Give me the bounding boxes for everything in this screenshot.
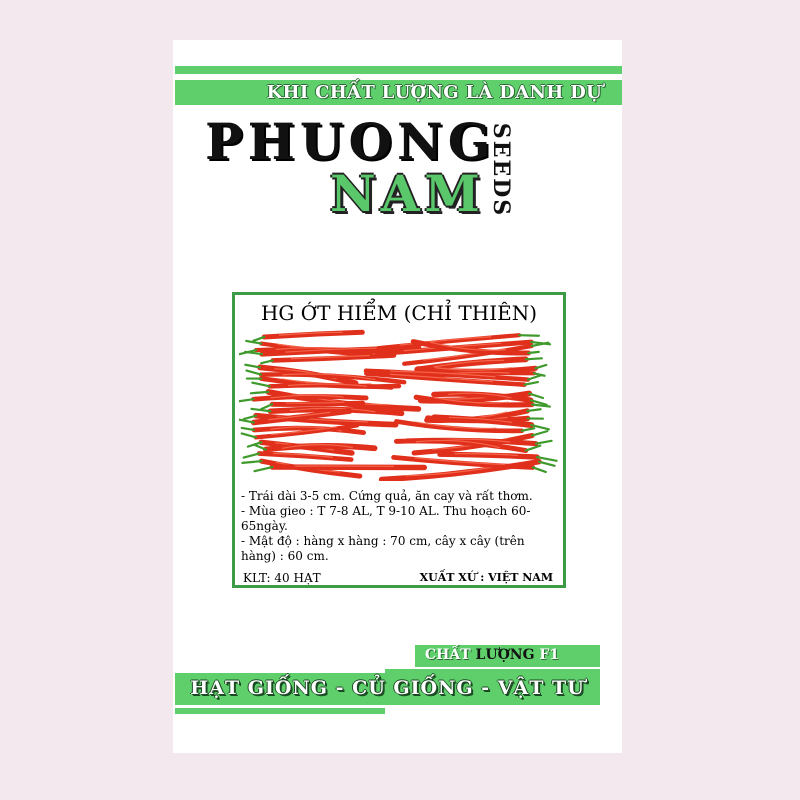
top-stripe [175, 66, 622, 74]
product-description [241, 489, 561, 564]
description-line: - Mùa gieo : T 7-8 AL, T 9-10 AL. Thu hoạch 60-65ngày. [241, 504, 531, 533]
product-title: HG ỚT HIỂM (CHỈ THIÊN) [260, 301, 538, 325]
origin-label: XUẤT XỨ : VIỆT NAM [419, 571, 553, 584]
chili-pepper-image [239, 325, 561, 481]
bottom-stripe [175, 708, 385, 714]
seed-count: KLT: 40 HẠT [243, 571, 321, 585]
slogan-text: KHI CHẤT LƯỢNG LÀ DANH DỰ [266, 82, 602, 103]
quality-text: CHẤT LƯỢNG F1 [425, 647, 560, 663]
bottom-slogan: HẠT GIỐNG - CỦ GIỐNG - VẬT TƯ [190, 677, 585, 699]
product-card [232, 292, 566, 588]
brand-name-line2: NAM [330, 164, 485, 223]
slogan-banner [175, 80, 622, 105]
brand-seeds-label [486, 122, 516, 218]
quality-badge [415, 645, 600, 667]
bottom-banner [175, 673, 600, 705]
description-line: - Trái dài 3-5 cm. Cứng quả, ăn cay và rất thơm. [241, 489, 533, 503]
seeds-text: SEEDS [488, 122, 514, 218]
description-line: - Mật độ : hàng x hàng : 70 cm, cây x cây (trên hàng) : 60 cm. [241, 534, 525, 563]
brand-name-line1: PHUONG [205, 112, 496, 171]
